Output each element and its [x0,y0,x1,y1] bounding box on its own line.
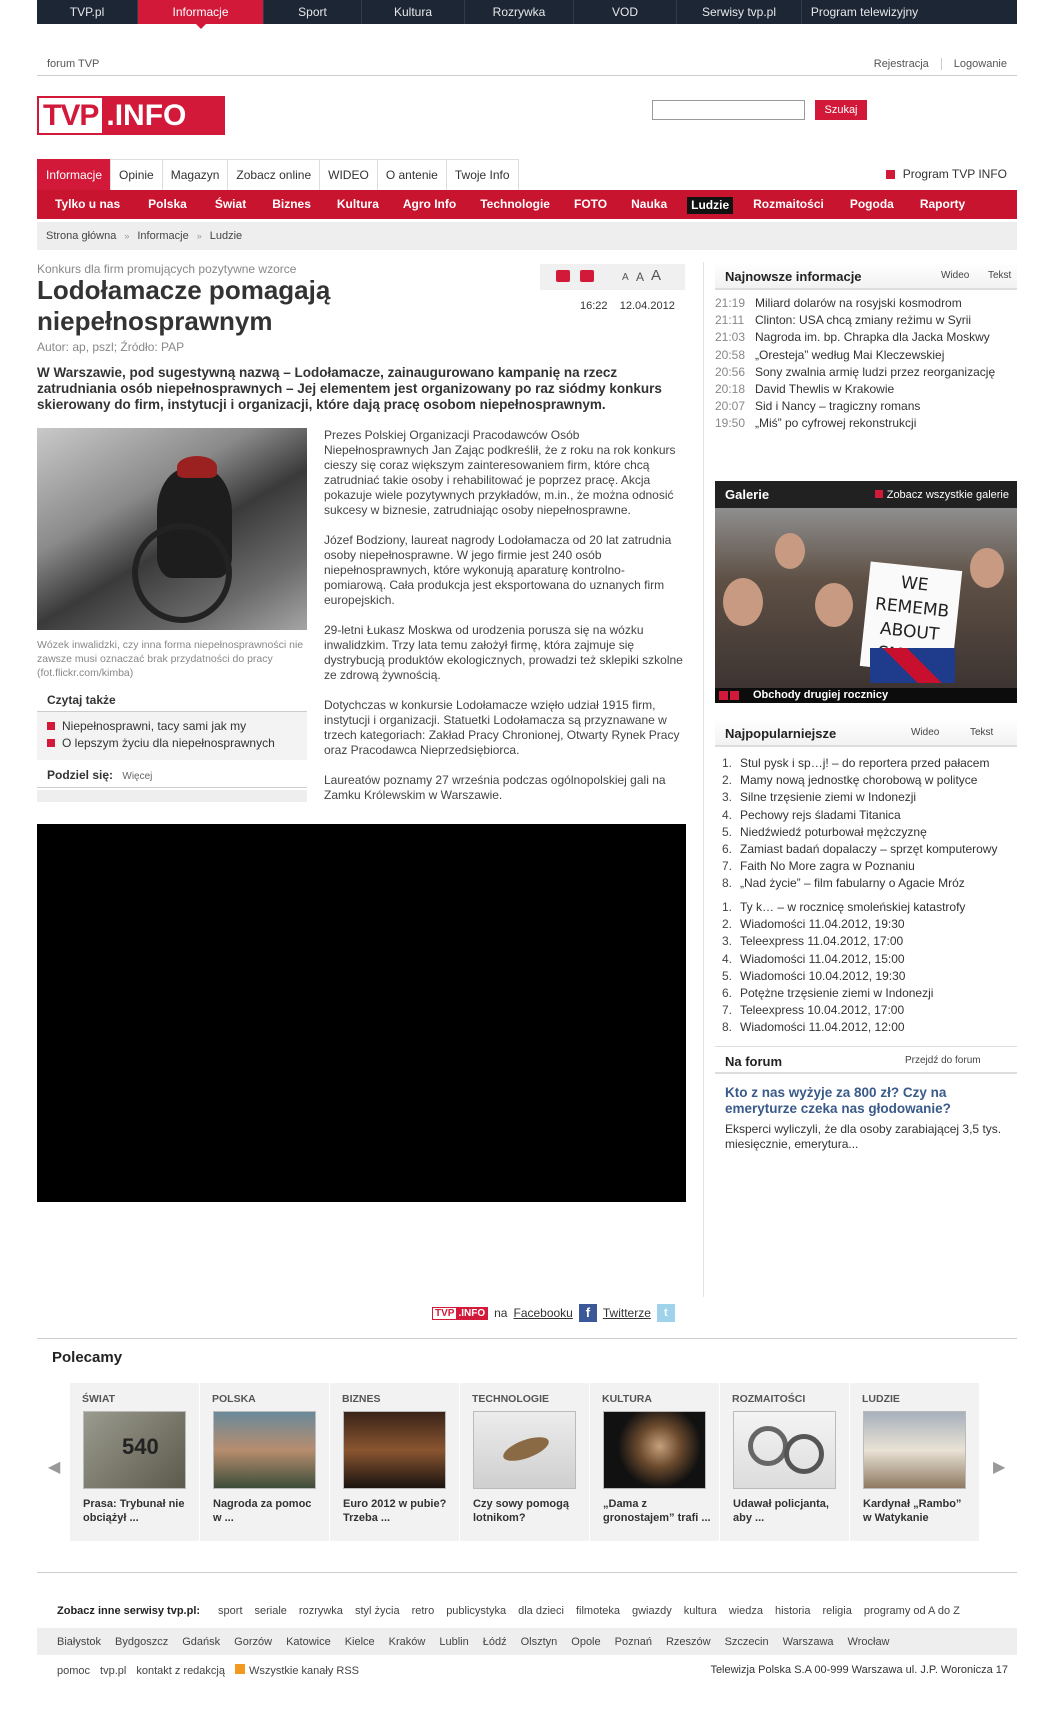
popular-headline: Potężne trzęsienie ziemi w Indonezji [740,986,934,1001]
popular-rank: 5. [721,824,732,839]
read-also-box [37,686,307,760]
popular-rank: 6. [721,986,732,1001]
search-input[interactable] [652,100,805,120]
popular-headline: Faith No More zagra w Poznaniu [740,859,915,874]
subnav-foto[interactable]: FOTO [573,197,608,211]
email-icon[interactable] [556,270,570,282]
popular-item[interactable] [715,789,1017,806]
popular-rank: 5. [721,968,732,983]
footer-service-link[interactable]: kultura [683,1605,717,1617]
subnav-biznes[interactable]: Biznes [272,197,311,211]
recommended-title: Polecamy [52,1349,123,1366]
prev-icon[interactable] [719,691,728,700]
arrow-icon [875,490,883,498]
popular-item[interactable] [715,899,1017,916]
subnav-polska[interactable]: Polska [148,197,187,211]
tab-informacje[interactable]: Informacje [37,159,111,190]
font-large-button[interactable]: A [651,267,662,284]
news-headline: Miliard dolarów na rosyjski kosmodrom [755,296,962,310]
subnav-agro-info[interactable]: Agro Info [402,197,457,211]
article-kicker: Konkurs dla firm promujących pozytywne wzorce [37,262,297,276]
popular-rank: 1. [721,900,732,914]
popular-header [715,719,1017,747]
footer-service-link[interactable]: publicystyka [446,1605,507,1617]
gallery-all-link[interactable] [875,489,1009,501]
crowd-face [775,533,805,569]
latest-tab-video[interactable]: Wideo [941,270,970,281]
tab-o-antenie[interactable]: O antenie [377,159,447,190]
forum-excerpt: Eksperci wyliczyli, że dla osoby zarabiającej 3,5 tys. miesięcznie, emerytura... [725,1122,1002,1151]
footer-city-link[interactable]: Wrocław [847,1635,890,1648]
footer-service-link[interactable]: wiedza [728,1605,764,1617]
popular-headline: Silne trzęsienie ziemi w Indonezji [740,790,917,805]
card-caption[interactable]: „Dama z gronostajem” trafi ... [603,1498,711,1524]
footer-service-link[interactable]: historia [775,1605,811,1617]
read-also-label: O lepszym życiu dla niepełnosprawnych [62,736,275,750]
forum-title: Na forum [725,1054,783,1069]
popular-headline: Zamiast badań dopalaczy – sprzęt komputerowy [740,842,998,857]
bullet-icon [47,739,55,747]
popular-rank: 3. [721,934,732,949]
recommended-card[interactable] [850,1383,980,1541]
latest-news-item[interactable] [715,398,1017,415]
article-paragraph: Dotychczas w konkursie Lodołamacze wzięło udział 1915 firm, instytucji i organizacji. Statuetki Lodołamacza są przyznawane w trzech kategoriach: Zakład Pracy Chronionej, Otwarty Rynek Pracy oraz Pracodawca Nieprzedsiębiorca. [324,698,680,757]
photo-cap [177,456,217,478]
gallery-title: Galerie [725,487,770,502]
popular-tab-text[interactable]: Tekst [970,727,994,738]
logo-tvp: TVP [43,99,99,132]
gallery-arrows [719,691,739,700]
popular-item[interactable] [715,985,1017,1002]
latest-news-item[interactable] [715,347,1017,364]
recommended-card[interactable] [70,1383,200,1541]
logo-info: .INFO [102,98,223,133]
popular-title: Najpopularniejsze [725,726,837,741]
popular-headline: Niedźwiedź poturbował mężczyznę [740,824,927,839]
popular-rank: 4. [721,951,732,966]
popular-headline: Mamy nową jednostkę chorobową w polityce [740,773,978,788]
card-thumbnail[interactable] [863,1411,966,1489]
footer-service-link[interactable]: retro [411,1605,435,1617]
font-small-button[interactable]: A [622,272,629,283]
carousel-prev-icon[interactable]: ◀ [48,1459,61,1476]
subnav-swiat[interactable]: Świat [214,197,247,211]
sign-line: WE REMEMB [874,572,951,622]
forum-link-all[interactable]: Przejdź do forum [905,1055,981,1066]
popular-item[interactable] [715,858,1017,875]
news-headline: „Oresteja” według Mai Kleczewskiej [755,347,945,362]
footer-contact-link[interactable]: kontakt z redakcją [136,1664,225,1677]
latest-news-item[interactable] [715,295,1017,312]
popular-item[interactable] [715,841,1017,858]
article-paragraph: Laureatów poznamy 27 września podczas ogólnopolskiej gali na Zamku Królewskim w Warszawie. [324,773,666,802]
popular-item[interactable] [715,968,1017,985]
popular-rank: 8. [721,1020,732,1035]
news-time: 20:07 [715,399,746,414]
recommended-card[interactable] [590,1383,720,1541]
news-time: 20:58 [715,347,746,362]
share-label: Podziel się: [47,768,114,782]
popular-rank: 2. [721,773,732,788]
card-caption[interactable]: Czy sowy pomogą lotnikom? [473,1498,569,1524]
card-category: POLSKA [212,1393,256,1405]
popular-headline: Wiadomości 11.04.2012, 12:00 [740,1020,905,1035]
card-thumbnail[interactable] [473,1411,576,1489]
latest-news-list [715,295,1017,433]
popular-rank: 6. [721,842,732,857]
article-author: Autor: ap, pszl; Źródło: PAP [37,340,185,354]
breadcrumb-ludzie[interactable]: Ludzie [209,230,243,242]
popular-rank: 7. [721,1003,732,1018]
popular-list [715,755,1017,893]
card-thumbnail[interactable] [343,1411,446,1489]
topnav-item-vod[interactable]: VOD [574,0,677,24]
article-tools [540,264,685,290]
breadcrumb [37,222,1017,250]
popular-headline: Wiadomości 10.04.2012, 19:30 [740,968,906,983]
footer-help-link[interactable]: pomoc [57,1664,91,1677]
card-thumbnail[interactable] [83,1411,186,1489]
popular-item[interactable] [715,772,1017,789]
subnav-raporty[interactable]: Raporty [919,197,966,211]
article-date: 12.04.2012 [619,300,675,312]
card-caption[interactable]: Euro 2012 w pubie? Trzeba ... [343,1498,447,1524]
footer-city-link[interactable]: Gdańsk [182,1635,221,1648]
print-icon[interactable] [580,270,594,282]
popular-headline: Stul pysk i sp…j! – do reportera przed pałacem [740,756,990,770]
program-tvp-info-link[interactable] [886,159,1017,190]
article-dateline [580,300,675,312]
popular-headline: „Nad życie” – film fabularny o Agacie Mróz [740,876,965,891]
popular-item[interactable] [715,916,1017,933]
footer-copyright: Telewizja Polska S.A 00-999 Warszawa ul. J.P. Woronicza 17 [710,1664,1008,1676]
twitter-link[interactable]: Twitterze [602,1306,651,1320]
card-caption[interactable]: Udawał policjanta, aby ... [733,1498,829,1524]
subnav-rozmaitosci[interactable]: Rozmaitości [753,197,824,211]
popular-item[interactable] [715,875,1017,892]
popular-item[interactable] [715,1019,1017,1036]
footer-city-link[interactable]: Rzeszów [665,1635,711,1648]
forum-link[interactable]: forum TVP [47,58,100,70]
read-also-label: Niepełnosprawni, tacy sami jak my [62,719,247,733]
footer-city-link[interactable]: Białystok [57,1635,102,1648]
popular-rank: 2. [721,917,732,932]
popular-rank: 7. [721,859,732,874]
footer-city-link[interactable]: Szczecin [724,1635,769,1648]
popular-rank: 8. [721,876,732,891]
card-category: BIZNES [342,1393,381,1405]
latest-news-title: Najnowsze informacje [725,269,862,284]
footer-rss-link[interactable] [235,1664,359,1677]
flag-image [870,648,955,683]
section-tabs [37,159,1017,190]
footer-city-link[interactable]: Bydgoszcz [115,1635,169,1648]
article-paragraph: Prezes Polskiej Organizacji Pracodawców Osób Niepełnosprawnych Jan Zając podkreślił, że z roku na rok konkurs cieszy się coraz większym zainteresowaniem firm, które chcą zatrudniać takie osoby i rehabilitować je poprzez pracę. Akcja pokazuje wiele pozytywnych przykładów, m.in., że można odnosić sukcesy w biznesie, zatrudniając osoby niepełnosprawne. [324,428,676,517]
news-headline: Clinton: USA chcą zmiany reżimu w Syrii [755,313,972,328]
read-also-list [37,712,307,760]
popular-headline: Pechowy rejs śladami Titanica [740,807,901,822]
popular-headline: Wiadomości 11.04.2012, 15:00 [740,951,905,966]
register-link[interactable]: Rejestracja [873,58,929,70]
gallery-image[interactable] [715,508,1017,688]
footer-service-link[interactable]: dla dzieci [518,1605,564,1617]
recommended-card[interactable] [720,1383,850,1541]
card-caption[interactable]: Nagroda za pomoc w ... [213,1498,312,1524]
share-more-link[interactable]: Więcej [122,771,153,782]
tab-wideo[interactable]: WIDEO [319,159,378,190]
read-also-title: Czytaj także [37,686,307,712]
popular-item[interactable] [715,807,1017,824]
photo-wheel [132,523,232,623]
news-time: 19:50 [715,416,746,431]
news-time: 20:56 [715,364,746,379]
news-headline: David Thewlis w Krakowie [755,382,895,397]
card-category: KULTURA [602,1393,652,1405]
social-follow [432,1304,675,1322]
popular-rank: 4. [721,807,732,822]
latest-news-item[interactable] [715,312,1017,329]
thumb-label: 540 [122,1434,159,1459]
category-subnav [37,190,1017,219]
footer-service-link[interactable]: filmoteka [575,1605,620,1617]
subnav-kultura[interactable]: Kultura [336,197,379,211]
news-headline: Sid i Nancy – tragiczny romans [755,399,921,414]
tab-magazyn[interactable]: Magazyn [162,159,229,190]
card-thumbnail[interactable] [603,1411,706,1489]
footer-service-link[interactable]: rozrywka [298,1605,343,1617]
footer-city-link[interactable]: Gorzów [234,1635,273,1648]
card-category: LUDZIE [862,1393,900,1405]
article-photo[interactable] [37,428,307,630]
footer-city-link[interactable]: Kielce [344,1635,375,1648]
subnav-tylko-u-nas[interactable]: Tylko u nas [55,197,121,211]
card-category: ROZMAITOŚCI [732,1393,806,1405]
news-time: 21:03 [715,330,746,345]
gallery-box [715,481,1017,703]
news-time: 21:19 [715,296,746,310]
latest-news-item[interactable] [715,415,1017,432]
share-bar [37,762,307,788]
search-button[interactable]: Szukaj [815,100,867,120]
sign-line: ABOUT [879,618,941,645]
twitter-icon[interactable]: t [657,1304,675,1322]
footer-city-link[interactable]: Lublin [439,1635,469,1648]
share-divider [37,790,307,802]
photo-caption: Wózek inwalidzki, czy inna forma niepełnosprawności nie zawsze musi oznaczać brak przydatności do pracy (fot.flickr.com/kimba) [37,639,304,679]
mini-logo-left: TVP [435,1307,455,1319]
news-time: 21:11 [715,313,745,328]
latest-news-item[interactable] [715,381,1017,398]
carousel-next-icon[interactable]: ▶ [993,1459,1006,1476]
popular-list [715,899,1017,1037]
popular-headline: Teleexpress 10.04.2012, 17:00 [740,1003,905,1018]
footer-service-link[interactable]: sport [218,1605,243,1617]
crowd-face [723,578,763,626]
popular-item[interactable] [715,755,1017,772]
owl-icon [500,1432,551,1465]
gallery-caption [715,688,1017,703]
card-category: TECHNOLOGIE [472,1393,550,1405]
gallery-all-label: Zobacz wszystkie galerie [886,489,1009,501]
recommended-card[interactable] [200,1383,330,1541]
login-link[interactable]: Logowanie [953,58,1007,70]
subnav-technologie[interactable]: Technologie [480,197,550,211]
latest-news-item[interactable] [715,329,1017,346]
footer-cities [37,1628,1017,1655]
network-navbar [37,0,1017,24]
footer-city-link[interactable]: Olsztyn [520,1635,558,1648]
topnav-item-sport[interactable]: Sport [264,0,362,24]
mini-logo-right: .INFO [458,1307,486,1319]
read-also-item[interactable] [47,718,297,735]
latest-news-item[interactable] [715,364,1017,381]
article-paragraph: Józef Bodziony, laureat nagrody Lodołamacza od 20 lat zatrudnia osoby niepełnosprawne. W jego firmie jest 240 osób niepełnosprawnych, które wykonują aparaturę kontrolno-pomiarową. Cała produkcja jest eksportowana do uznanych firm europejskich. [324,533,672,607]
article-body [324,428,686,818]
footer-city-link[interactable]: Kraków [388,1635,426,1648]
tab-twoje-info[interactable]: Twoje Info [446,159,519,190]
read-also-item[interactable] [47,735,297,752]
article-time: 16:22 [580,300,608,312]
popular-tab-video[interactable]: Wideo [911,727,940,738]
chevron-right-icon: » [124,231,130,241]
popular-headline: Ty k… – w rocznicę smoleńskiej katastrofy [740,900,966,914]
recommended-card[interactable] [330,1383,460,1541]
article-paragraph: 29-letni Łukasz Moskwa od urodzenia porusza się na wózku inwalidzkim. Trzy lata temu założył firmę, która zajmuje się dystrybucją produktów ekologicznych, prowadzi też sklepiki szkolne ze zdrową żywnością. [324,623,683,682]
article-lead: W Warszawie, pod sugestywną nazwą – Lodołamacze, zainaugurowano kampanię na rzecz zatrudniania osób niepełnosprawnych – Jej elementem jest organizowany po raz siódmy konkurs skierowany do firm, instytucji i organizacji, które dają pracę osobom niepełnosprawnym. [37,365,662,412]
popular-headline: Wiadomości 11.04.2012, 19:30 [740,917,905,932]
popular-headline: Teleexpress 11.04.2012, 17:00 [740,934,904,949]
article-title: Lodołamacze pomagają niepełnosprawnym [37,275,331,336]
crowd-face [970,548,1004,588]
recommended-card[interactable] [460,1383,590,1541]
divider [37,1338,1017,1339]
handcuffs-icon [784,1434,824,1474]
tvp-info-logo[interactable] [37,96,225,135]
program-link-label: Program TVP INFO [902,167,1007,181]
footer-tvp-link[interactable]: tvp.pl [100,1664,127,1677]
footer-city-link[interactable]: Katowice [286,1635,331,1648]
recommended-carousel [70,1383,981,1541]
footer-service-link[interactable]: religia [822,1605,852,1617]
chevron-right-icon: » [196,231,202,241]
bullet-icon [47,722,55,730]
popular-rank: 1. [721,756,732,770]
card-caption[interactable]: Kardynał „Rambo” w Watykanie [863,1498,962,1524]
footer-city-link[interactable]: Poznań [614,1635,652,1648]
footer-city-link[interactable]: Warszawa [782,1635,834,1648]
topnav-item-serwisy[interactable]: Serwisy tvp.pl [677,0,802,24]
tvp-info-mini-logo [432,1307,488,1320]
popular-item[interactable] [715,824,1017,841]
facebook-icon[interactable]: f [579,1304,597,1322]
footer-city-link[interactable]: Łódź [482,1635,507,1648]
topnav-item-kultura[interactable]: Kultura [362,0,465,24]
footer-service-link[interactable]: gwiazdy [632,1605,672,1617]
footer-service-link[interactable]: seriale [254,1605,287,1617]
gallery-caption-text: Obchody drugiej rocznicy [753,689,889,701]
forum-question[interactable]: Kto z nas wyżyje za 800 zł? Czy na emeryturze czeka nas głodowanie? [725,1085,951,1116]
account-links [874,58,1007,70]
breadcrumb-home[interactable]: Strona główna [46,230,117,242]
footer-service-link[interactable]: programy od A do Z [863,1605,960,1617]
card-caption[interactable]: Prasa: Trybunał nie obciążył ... [83,1498,185,1524]
utility-bar [37,52,1017,76]
topnav-item-tvp[interactable]: TVP.pl [37,0,138,24]
popular-item[interactable] [715,1002,1017,1019]
topnav-item-program[interactable]: Program telewizyjny [810,5,919,19]
card-thumbnail[interactable] [213,1411,316,1489]
font-medium-button[interactable]: A [636,270,645,284]
popular-item[interactable] [715,951,1017,968]
latest-tab-text[interactable]: Tekst [988,270,1012,281]
news-headline: Sony zwalnia armię ludzi przez reorganizację [755,364,996,379]
tab-opinie[interactable]: Opinie [110,159,163,190]
subnav-nauka[interactable]: Nauka [631,197,668,211]
subnav-ludzie[interactable]: Ludzie [687,197,733,214]
news-time: 20:18 [715,382,746,397]
news-headline: „Miś” po cyfrowej rekonstrukcji [755,416,917,431]
rss-label: Wszystkie kanały RSS [248,1665,360,1677]
divider [37,1572,1017,1573]
tab-zobacz-online[interactable]: Zobacz online [227,159,320,190]
gallery-header [715,481,1017,508]
latest-news-header [715,262,1017,290]
news-headline: Nagroda im. bp. Chrapka dla Jacka Moskwy [755,330,990,345]
handcuffs-icon [748,1426,788,1466]
next-icon[interactable] [730,691,739,700]
topnav-item-rozrywka[interactable]: Rozrywka [465,0,574,24]
footer-services-label: Zobacz inne serwisy tvp.pl: [57,1605,201,1617]
card-thumbnail[interactable] [733,1411,836,1489]
card-category: ŚWIAT [82,1393,116,1405]
crowd-face [815,583,853,627]
popular-item[interactable] [715,933,1017,950]
footer-services [57,1605,960,1617]
facebook-link[interactable]: Facebooku [513,1306,573,1320]
footer-service-link[interactable]: styl życia [354,1605,400,1617]
footer-city-link[interactable]: Opole [571,1635,601,1648]
rss-icon [235,1664,245,1674]
forum-header [715,1046,1017,1074]
topnav-item-informacje[interactable]: Informacje [138,0,264,24]
column-divider [703,262,704,1297]
footer-bottom-links [57,1664,359,1677]
video-player[interactable] [37,824,686,1202]
social-na: na [494,1306,508,1320]
divider [941,58,942,70]
arrow-icon [886,170,895,179]
breadcrumb-informacje[interactable]: Informacje [137,230,189,242]
popular-rank: 3. [721,790,732,805]
subnav-pogoda[interactable]: Pogoda [849,197,894,211]
